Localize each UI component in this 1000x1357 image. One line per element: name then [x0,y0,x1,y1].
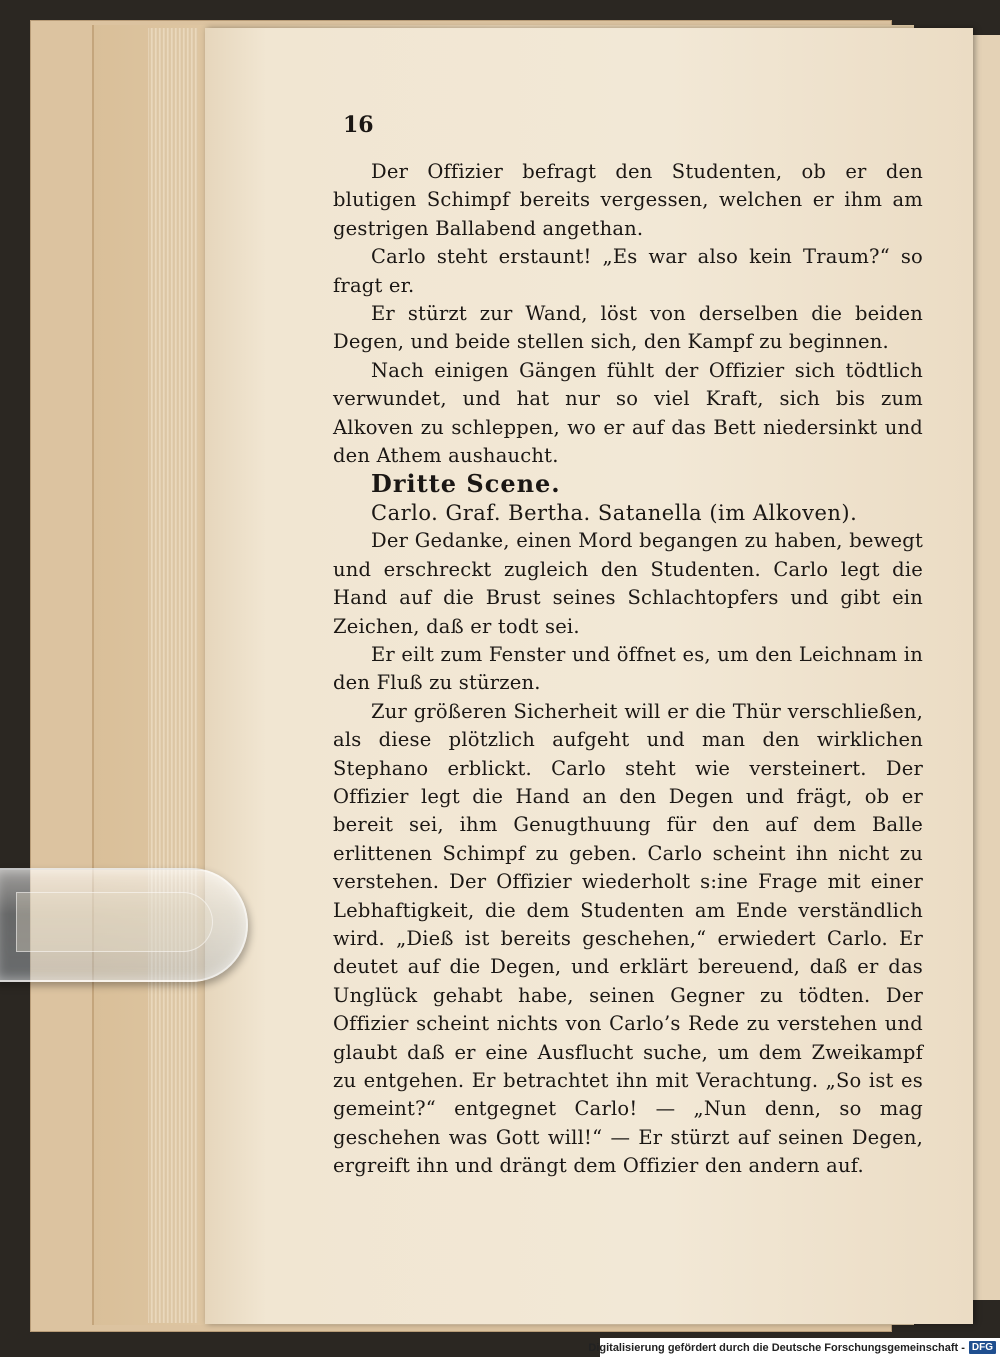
page-text [333,158,923,1181]
paragraph: Nach einigen Gängen fühlt der Offizier sich tödtlich verwundet, und hat nur so viel Kraft, sich bis zum Alkoven zu schleppen, wo er auf das Bett niedersinkt und den Athem aushaucht. [333,358,923,468]
page-clip-inner [16,892,213,952]
dfg-logo-icon: DFG [969,1341,996,1354]
book-page [205,28,973,1324]
digitization-credit-bar [588,1338,1000,1357]
paragraph: Zur größeren Sicherheit will er die Thür verschließen, als diese plötzlich aufgeht und man den wirklichen Stephano erblickt. Carlo steht wie versteinert. Der Offizier legt die Hand an den Degen und frägt, ob er bereit sei, ihm Genugthuung für den auf dem Balle erlittenen Schimpf zu geben. Carlo scheint ihn nicht zu verstehen. Der Offizier wiederholt s:ine Frage mit einer Lebhaftigkeit, die dem Studenten am Ende verständlich wird. „Dieß ist bereits geschehen,“ erwiedert Carlo. Er deutet auf die Degen, und erklärt bereuend, daß er das Unglück gehabt habe, seinen Gegner zu tödten. Der Offizier scheint nichts von Carlo’s Rede zu verstehen und glaubt daß er eine Ausflucht suche, um dem Zweikampf zu entgehen. Er betrachtet ihn mit Verachtung. „So ist es gemeint?“ entgegnet Carlo! — „Nun denn, so mag geschehen was Gott will!“ — Er stürzt auf seinen Degen, ergreift ihn und drängt dem Offizier den andern auf. [333,699,923,1178]
page-clip [0,868,248,982]
page-edges [148,28,198,1323]
paragraph: Er stürzt zur Wand, löst von derselben die beiden Degen, und beide stellen sich, den Kampf zu beginnen. [333,302,923,354]
page-number: 16 [343,112,374,138]
cast-list: Carlo. Graf. Bertha. Satanella (im Alkoven). [371,500,858,525]
paragraph: Er eilt zum Fenster und öffnet es, um den Leichnam in den Fluß zu stürzen. [333,642,923,695]
paragraph: Der Gedanke, einen Mord begangen zu haben, bewegt und erschreckt zugleich den Studenten. Carlo legt die Hand auf die Brust seines Schlachtopfers und gibt ein Zeichen, daß er todt sei. [333,529,923,638]
paragraph: Carlo steht erstaunt! „Es war also kein Traum?“ so fragt er. [333,245,923,297]
paragraph: Der Offizier befragt den Studenten, ob er den blutigen Schimpf bereits vergessen, welchen er ihm am gestrigen Ballabend angethan. [333,160,923,240]
scene-title: Dritte Scene. [371,469,561,499]
credit-text: Digitalisierung gefördert durch die Deutsche Forschungsgemeinschaft - [588,1341,965,1354]
